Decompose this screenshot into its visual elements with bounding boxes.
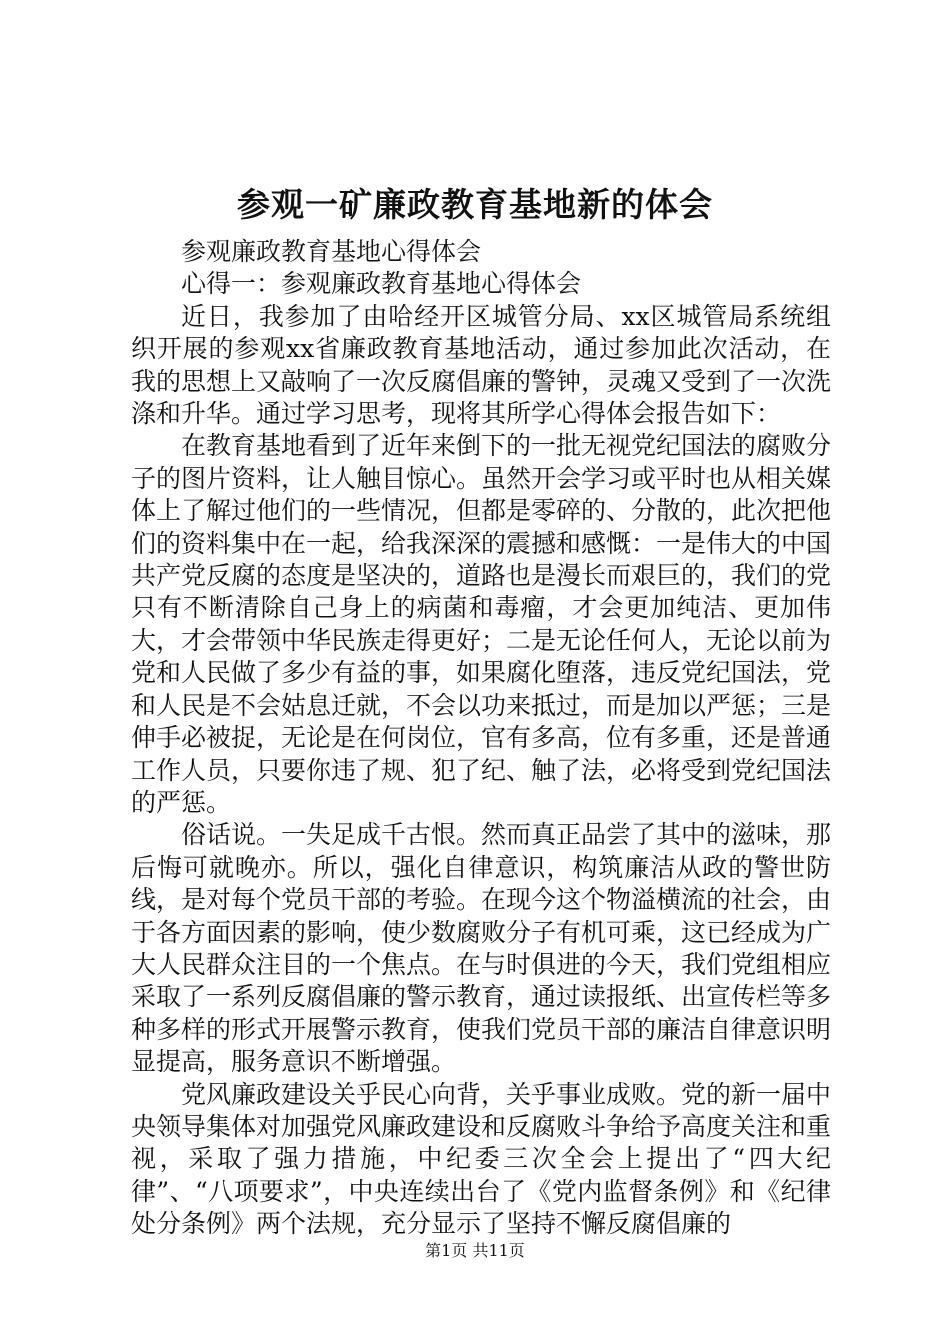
subtitle-paragraph: 参观廉政教育基地心得体会: [181, 237, 482, 266]
body-paragraph: 近日，我参加了由哈经开区城管分局、xx区城管局系统组织开展的参观xx省廉政教育基地活动，通过参加此次活动，在我的思想上又敲响了一次反腐倡廉的警钟，灵魂又受到了一次洗涤和升华。通过学习思考，现将其所学心得体会报告如下：: [131, 301, 832, 429]
page-number-footer: 第1页 共11页: [425, 1241, 525, 1260]
document-body: [131, 236, 831, 1241]
body-paragraph: 在教育基地看到了近年来倒下的一批无视党纪国法的腐败分子的图片资料，让人触目惊心。虽然开会学习或平时也从相关媒体上了解过他们的一些情况，但都是零碎的、分散的，此次把他们的资料集中在一起，给我深深的震撼和感慨：一是伟大的中国共产党反腐的态度是坚决的，道路也是漫长而艰巨的，我们的党只有不断清除自己身上的病菌和毒瘤，才会更加纯洁、更加伟大，才会带领中华民族走得更好；二是无论任何人，无论以前为党和人民做了多少有益的事，如果腐化堕落，违反党纪国法，党和人民是不会姑息迁就，不会以功来抵过，而是加以严惩；三是伸手必被捉，无论是在何岗位，官有多高，位有多重，还是普通工作人员，只要你违了规、犯了纪、触了法，必将受到党纪国法的严惩。: [131, 431, 832, 817]
body-paragraph: 党风廉政建设关乎民心向背，关乎事业成败。党的新一届中央领导集体对加强党风廉政建设和反腐败斗争给予高度关注和重视，采取了强力措施，中纪委三次全会上提出了“四大纪律”、“八项要求”，中央连续出台了《党内监督条例》和《纪律处分条例》两个法规，充分显示了坚持不懈反腐倡廉的: [131, 1079, 832, 1239]
document-title: 参观一矿廉政教育基地新的体会: [237, 185, 713, 224]
body-paragraph: 俗话说。一失足成千古恨。然而真正品尝了其中的滋味，那后悔可就晚亦。所以，强化自律意识，构筑廉洁从政的警世防线，是对每个党员干部的考验。在现今这个物溢横流的社会，由于各方面因素的影响，使少数腐败分子有机可乘，这已经成为广大人民群众注目的一个焦点。在与时俱进的今天，我们党组相应采取了一系列反腐倡廉的警示教育，通过读报纸、出宣传栏等多种多样的形式开展警示教育，使我们党员干部的廉洁自律意识明显提高，服务意识不断增强。: [131, 820, 832, 1077]
section-heading-paragraph: 心得一：参观廉政教育基地心得体会: [181, 269, 582, 299]
